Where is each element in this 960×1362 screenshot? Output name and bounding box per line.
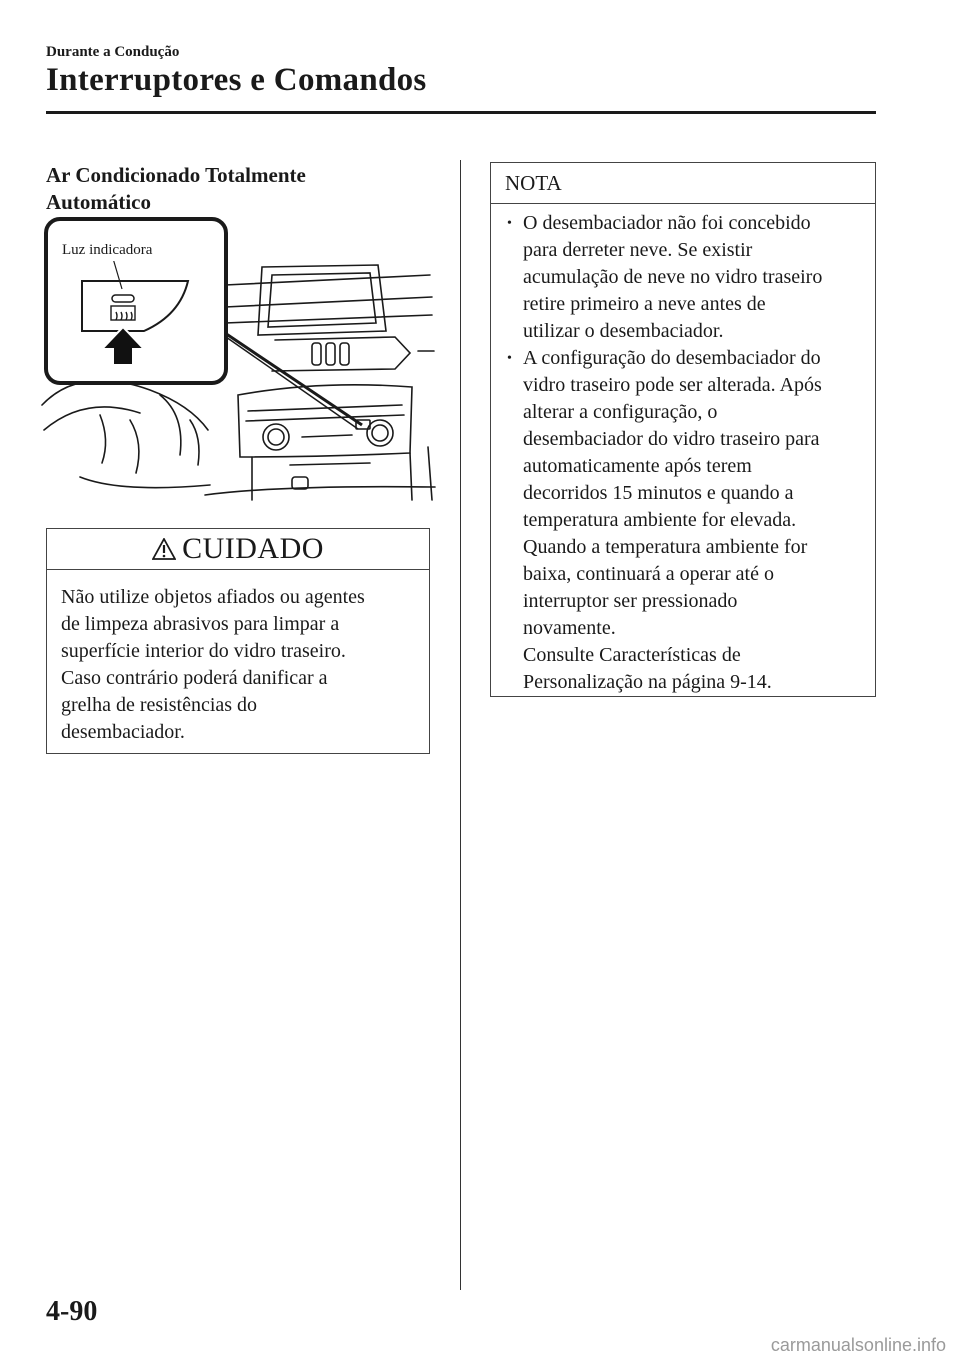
section-label: Durante a Condução xyxy=(46,44,180,60)
note-line: temperatura ambiente for elevada. xyxy=(523,509,797,531)
caution-line: de limpeza abrasivos para limpar a xyxy=(61,613,340,635)
subsection-title-line: Automático xyxy=(46,190,151,214)
note-line: novamente. xyxy=(523,617,616,639)
note-line: baixa, continuará a operar até o xyxy=(523,563,774,585)
note-line: retire primeiro a neve antes de xyxy=(523,293,766,315)
caution-line: grelha de resistências do xyxy=(61,694,258,716)
dashboard-figure xyxy=(40,215,436,505)
note-line: utilizar o desembaciador. xyxy=(523,320,724,342)
note-line: Personalização na página 9-14. xyxy=(523,671,772,693)
list-item xyxy=(507,345,865,696)
note-line: alterar a configuração, o xyxy=(523,401,718,423)
caution-line: Não utilize objetos afiados ou agentes xyxy=(61,586,365,608)
page-title: Interruptores e Comandos xyxy=(46,62,427,98)
list-item xyxy=(507,210,865,345)
caution-header xyxy=(47,529,429,570)
bullet: • xyxy=(507,216,512,231)
caution-line: desembaciador. xyxy=(61,721,185,743)
caution-title: CUIDADO xyxy=(182,532,324,565)
page-number: 4-90 xyxy=(46,1296,98,1327)
note-title: NOTA xyxy=(491,163,875,204)
note-line: A configuração do desembaciador do xyxy=(523,347,821,369)
note-line: vidro traseiro pode ser alterada. Após xyxy=(523,374,822,396)
note-box xyxy=(490,162,876,697)
caution-line: Caso contrário poderá danificar a xyxy=(61,667,328,689)
caution-box xyxy=(46,528,430,754)
subsection-title-line: Ar Condicionado Totalmente xyxy=(46,163,306,187)
note-line: acumulação de neve no vidro traseiro xyxy=(523,266,823,288)
subsection-title xyxy=(46,162,446,216)
column-divider xyxy=(460,160,461,1290)
note-line: Quando a temperatura ambiente for xyxy=(523,536,808,558)
warning-triangle-icon xyxy=(152,538,176,560)
caution-text xyxy=(47,570,429,746)
note-line: Consulte Características de xyxy=(523,644,741,666)
watermark: carmanualsonline.info xyxy=(770,1335,946,1355)
note-line: interruptor ser pressionado xyxy=(523,590,738,612)
header-rule xyxy=(46,111,876,114)
note-line: decorridos 15 minutos e quando a xyxy=(523,482,794,504)
note-list xyxy=(491,204,875,696)
note-line: automaticamente após terem xyxy=(523,455,752,477)
note-line: desembaciador do vidro traseiro para xyxy=(523,428,820,450)
note-line: O desembaciador não foi concebido xyxy=(523,212,811,234)
note-line: para derreter neve. Se existir xyxy=(523,239,753,261)
callout-label: Luz indicadora xyxy=(62,242,153,258)
bullet: • xyxy=(507,351,512,366)
caution-line: superfície interior do vidro traseiro. xyxy=(61,640,346,662)
